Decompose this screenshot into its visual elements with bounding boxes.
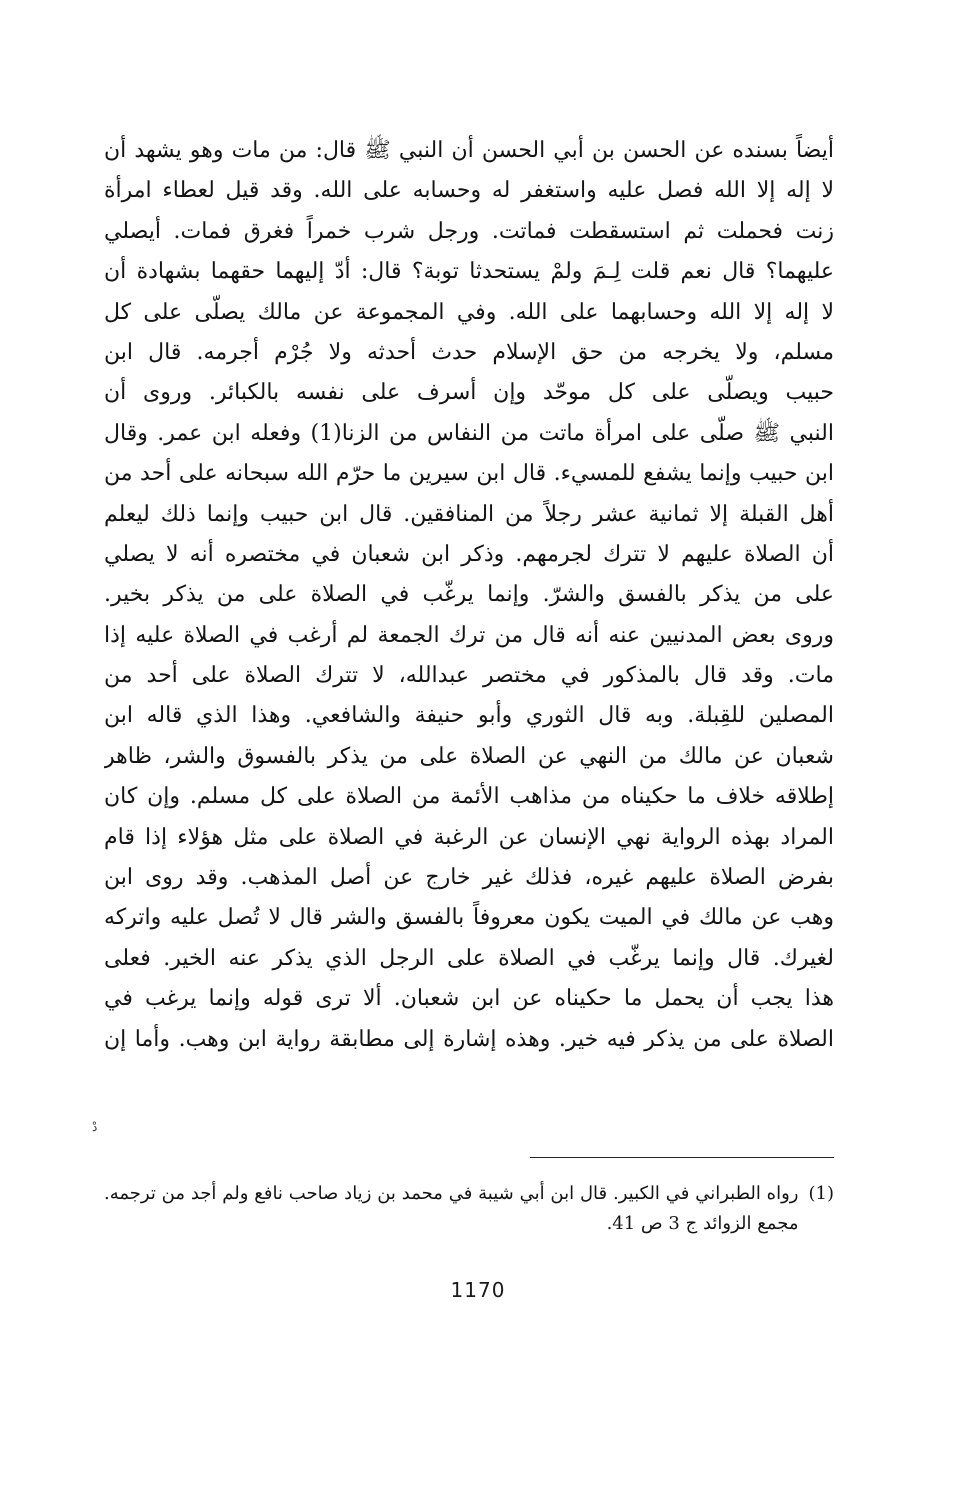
text-line-20: وهب عن مالك في الميت يكون معروفاً بالفسق والشر قال لا تُصل عليه واتركه <box>104 905 834 931</box>
footnote-item <box>104 1179 834 1239</box>
text-line-22: هذا يجب أن يحمل ما حكيناه عن ابن شعبان. ألا ترى قوله وإنما يرغب في <box>104 986 834 1012</box>
text-line-2: لا إله إلا الله فصل عليه واستغفر له وحسابه على الله. وقد قيل لعطاء امرأة <box>104 178 834 204</box>
text-line-13: وروى بعض المدنيين عنه أنه قال من ترك الجمعة لم أرغب في الصلاة عليه إذا <box>104 622 834 648</box>
footnote-text: رواه الطبراني في الكبير. قال ابن أبي شيبة في محمد بن زياد صاحب نافع ولم أجد من ترجمه. مجمع الزوائد ج 3 ص 41. <box>104 1183 799 1234</box>
text-line-11: أن الصلاة عليهم لا تترك لجرمهم. وذكر ابن شعبان في مختصره أنه لا يصلي <box>104 541 834 567</box>
text-line-10: أهل القبلة إلا ثمانية عشر رجلاً من المنافقين. قال ابن حبيب وإنما ذلك ليعلم <box>104 501 834 527</box>
text-line-8: النبي ﷺ صلّى على امرأة ماتت من النفاس من الزنا(1) وفعله ابن عمر. وقال <box>104 420 834 446</box>
text-line-5: لا إله إلا الله وحسابهما على الله. وفي المجموعة عن مالك يصلّى على كل <box>104 299 834 325</box>
text-line-6: مسلم، ولا يخرجه من حق الإسلام حدث أحدثه ولا جُرْم أجرمه. قال ابن <box>104 339 834 365</box>
text-line-16: شعبان عن مالك من النهي عن الصلاة على من يذكر بالفسوق والشر، ظاهر <box>104 743 834 769</box>
footnote-separator <box>530 1157 834 1158</box>
text-line-19: بفرض الصلاة عليهم غيره، فذلك غير خارج عن أصل المذهب. وقد روى ابن <box>104 865 834 891</box>
text-line-9: ابن حبيب وإنما يشفع للمسيء. قال ابن سيرين ما حرّم الله سبحانه على أحد من <box>104 461 834 487</box>
catchword-mark: دْ <box>92 1120 98 1134</box>
text-line-15: المصلين للقِبلة. وبه قال الثوري وأبو حنيفة والشافعي. وهذا الذي قاله ابن <box>104 703 834 729</box>
text-line-3: زنت فحملت ثم استسقطت فماتت. ورجل شرب خمراً فغرق فمات. أيصلي <box>104 218 834 244</box>
text-line-7: حبيب ويصلّى على كل موحّد وإن أسرف على نفسه بالكبائر. وروى أن <box>104 380 834 406</box>
text-line-1: أيضاً بسنده عن الحسن بن أبي الحسن أن النبي ﷺ قال: من مات وهو يشهد أن <box>104 138 834 163</box>
text-line-23: الصلاة على من يذكر فيه خير. وهذه إشارة إلى مطابقة رواية ابن وهب. وأما إن <box>104 1026 834 1052</box>
text-line-14: مات. وقد قال بالمذكور في مختصر عبدالله، لا تترك الصلاة على أحد من <box>104 663 834 689</box>
text-line-4: عليهما؟ قال نعم قلت لِـمَ ولمْ يستحدثا توبة؟ قال: أدّ إليهما حقهما بشهادة أن <box>104 259 834 285</box>
page-number: 1170 <box>450 1278 506 1302</box>
footnotes-block <box>104 1179 834 1239</box>
text-line-12: على من يذكر بالفسق والشرّ. وإنما يرغّب في الصلاة على من يذكر بخير. <box>104 582 834 608</box>
text-line-18: المراد بهذه الرواية نهي الإنسان عن الرغبة في الصلاة على مثل هؤلاء إذا قام <box>104 824 834 850</box>
footnote-marker: (1) <box>808 1183 834 1204</box>
main-text-block <box>104 131 834 1060</box>
text-line-21: لغيرك. قال وإنما يرغّب في الصلاة على الرجل الذي يذكر عنه الخير. فعلى <box>104 945 834 971</box>
text-line-17: إطلاقه خلاف ما حكيناه من مذاهب الأئمة من الصلاة على كل مسلم. وإن كان <box>104 784 834 810</box>
